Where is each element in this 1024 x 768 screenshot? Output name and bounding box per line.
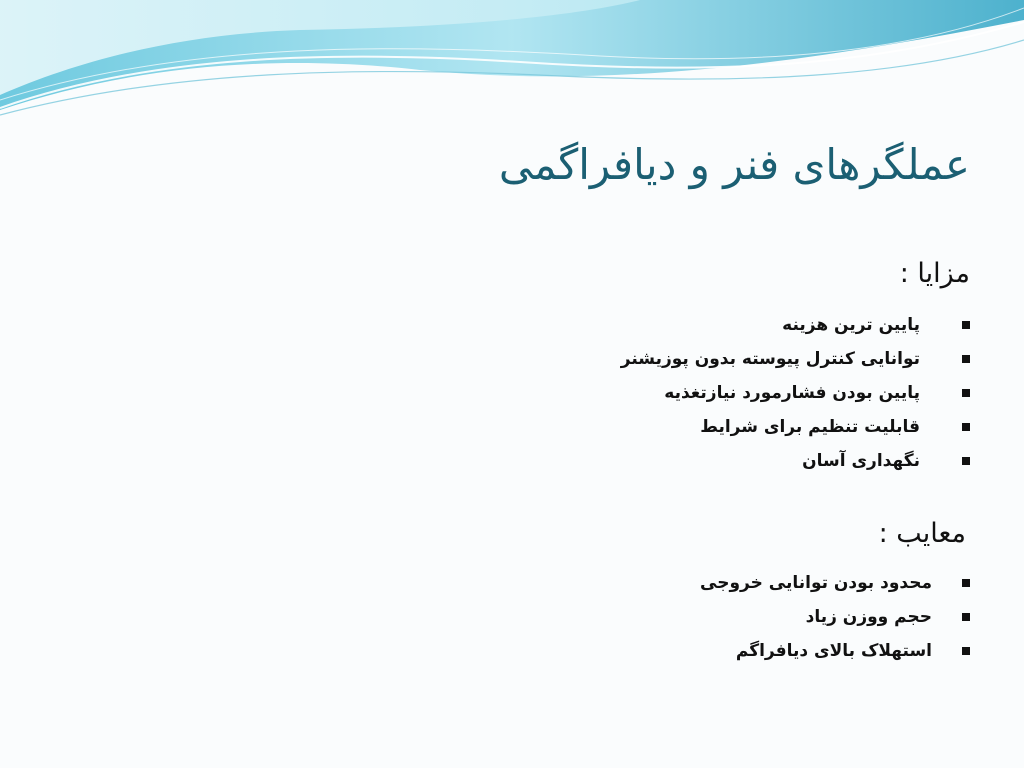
disadvantages-list [550, 568, 970, 670]
square-bullet-icon [962, 355, 970, 363]
wave-header-decoration [0, 0, 1024, 130]
square-bullet-icon [962, 389, 970, 397]
advantage-text: قابلیت تنظیم برای شرایط [700, 417, 920, 437]
list-item [490, 446, 970, 480]
list-item [490, 310, 970, 344]
slide-title: عملگرهای فنر و دیافراگمی [498, 140, 970, 189]
square-bullet-icon [962, 457, 970, 465]
square-bullet-icon [962, 613, 970, 621]
advantages-heading: مزایا : [899, 258, 970, 289]
advantage-text: پایین ترین هزینه [782, 315, 920, 335]
advantages-list [490, 310, 970, 480]
square-bullet-icon [962, 579, 970, 587]
disadvantages-heading: معایب : [878, 518, 966, 549]
disadvantage-text: حجم ووزن زیاد [805, 607, 932, 627]
list-item [550, 568, 970, 602]
square-bullet-icon [962, 423, 970, 431]
list-item [490, 344, 970, 378]
square-bullet-icon [962, 321, 970, 329]
list-item [490, 412, 970, 446]
list-item [550, 602, 970, 636]
advantage-text: پایین بودن فشارمورد نیازتغذیه [664, 383, 920, 403]
list-item [550, 636, 970, 670]
disadvantage-text: استهلاک بالای دیافراگم [735, 641, 932, 661]
disadvantage-text: محدود بودن توانایی خروجی [700, 573, 932, 593]
advantage-text: نگهداری آسان [802, 451, 920, 471]
list-item [490, 378, 970, 412]
advantage-text: توانایی کنترل پیوسته بدون پوزیشنر [620, 349, 920, 369]
square-bullet-icon [962, 647, 970, 655]
